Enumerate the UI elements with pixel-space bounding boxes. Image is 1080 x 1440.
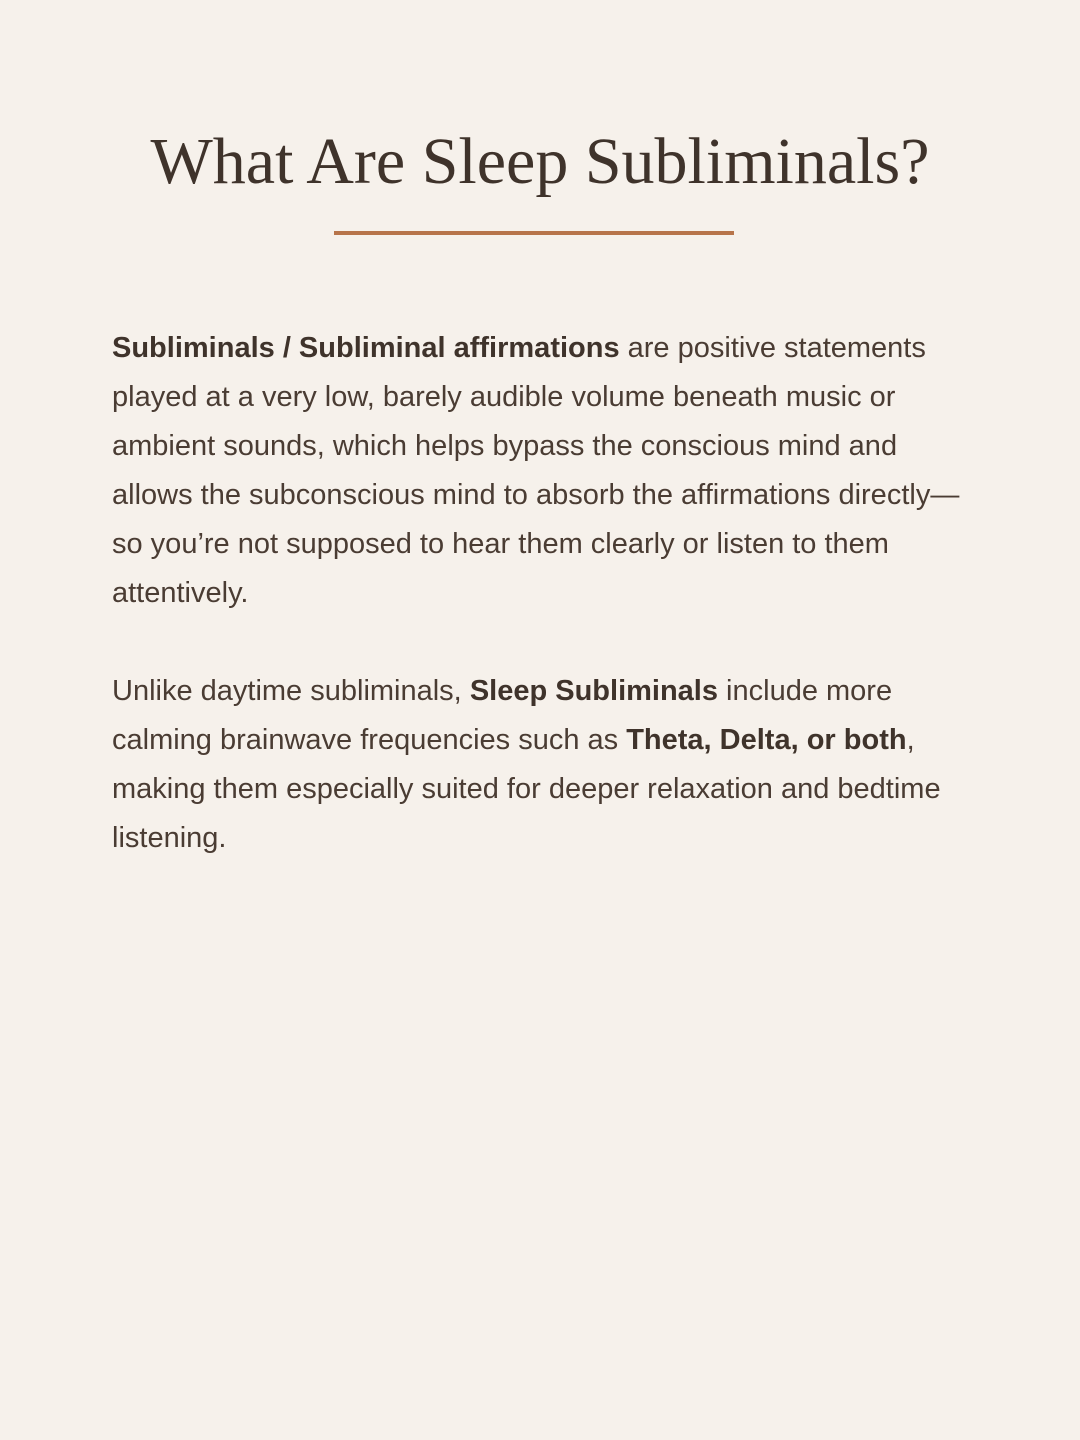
- page-title: What Are Sleep Subliminals?: [150, 125, 930, 198]
- paragraph-sleep-subliminals: [112, 667, 982, 863]
- paragraph-definition: [112, 324, 982, 618]
- title-divider: [334, 231, 734, 235]
- bold-term-frequencies: Theta, Delta, or both: [626, 724, 907, 756]
- paragraph-text: include more calming brainwave frequencies such as: [112, 675, 893, 756]
- paragraph-text: , making them especially suited for deeper relaxation and bedtime listening.: [112, 724, 941, 854]
- paragraph-text: Unlike daytime subliminals,: [112, 675, 470, 707]
- bold-term-sleep-subliminals: Sleep Subliminals: [469, 675, 718, 707]
- paragraph-text: are positive statements played at a very low, barely audible volume beneath music or ambient sounds, which helps bypass the conscious mind and allows the subconscious mind to absorb the affirmations directly—so you’re not supposed to hear them clearly or listen to them attentively.: [112, 332, 960, 609]
- bold-term-subliminals: Subliminals / Subliminal affirmations: [112, 332, 620, 364]
